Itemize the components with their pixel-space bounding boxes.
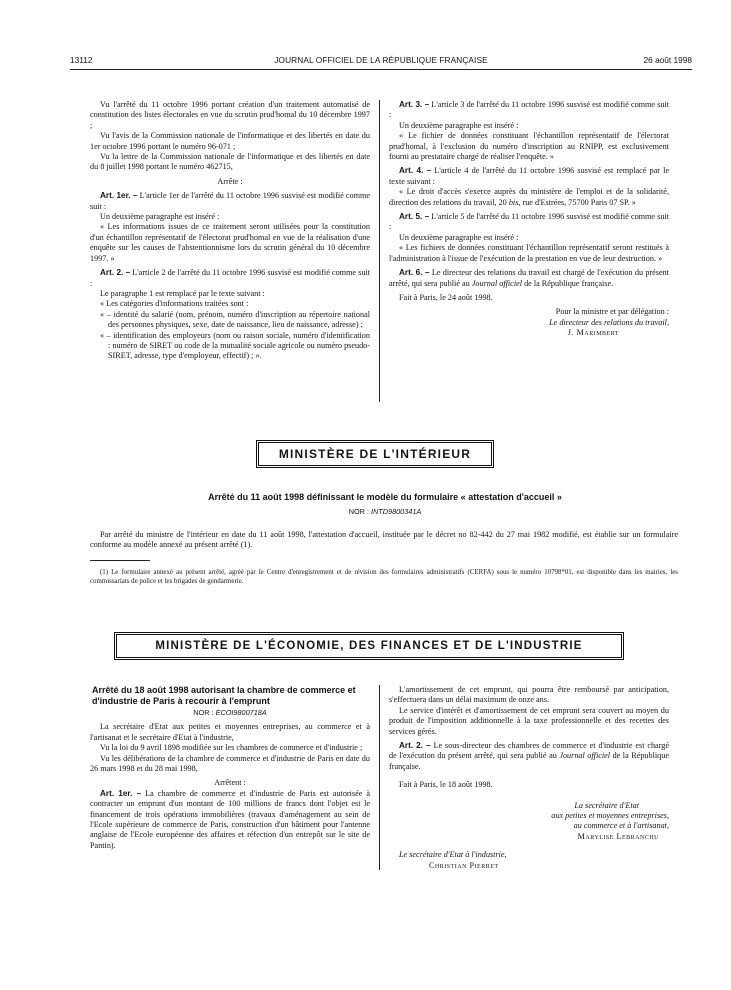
economie-sig-a1: La secrétaire d'Etat	[574, 800, 639, 810]
economie-sig-b1: Le secrétaire d'Etat à l'industrie,	[399, 850, 507, 860]
column-divider-top	[379, 100, 380, 402]
interieur-footnote-text: (1) Le formulaire annexé au présent arrêté, agréé par le Centre d'enregistrement et de révision des formulaires administratifs (CERFA) sous le numéro 10798*01, est disponible dans les mairies, les commissariats de police et les brigades de gendarmerie.	[90, 569, 678, 585]
article-3	[389, 100, 669, 121]
article-1-para-2: Un deuxième paragraphe est inséré :	[100, 212, 220, 222]
interieur-footnote	[90, 568, 678, 586]
article-2-para-2: Le paragraphe 1 est remplacé par le texte suivant :	[100, 288, 265, 298]
economie-left-column	[90, 685, 370, 851]
article-4-text: L'article 4 de l'arrêté du 11 octobre 1996 susvisé est remplacé par le texte suivant :	[389, 166, 669, 186]
column-divider-bottom	[379, 685, 380, 870]
economie-sig-a2: aux petites et moyennes entreprises,	[551, 811, 669, 821]
page-header	[70, 55, 692, 69]
economie-article-2-text-c: de la République française.	[389, 751, 669, 771]
economie-nor	[90, 708, 370, 718]
economie-article-2-text-a: Le sous-directeur des chambres de commerce et d'industrie est chargé de l'exécution du présent arrêté, qui sera publié au	[389, 741, 669, 761]
article-5-label: Art. 5. –	[399, 212, 430, 222]
article-1	[90, 191, 370, 212]
economie-nor-code: ECOI9800718A	[215, 708, 267, 717]
article-1-para-3: « Les informations issues de ce traitement seront utilisées pour la constitution d'un échantillon représentatif de l'électorat prud'homal en vue de la réalisation d'une enquête sur les causes de l'abstentionnisme lors du scrutin général du 10 décembre 1997. »	[90, 222, 370, 263]
article-3-label: Art. 3. –	[399, 100, 430, 109]
economie-article-1	[90, 789, 370, 851]
article-2-label: Art. 2. –	[100, 268, 131, 278]
economie-title: Arrêté du 18 août 1998 autorisant la chambre de commerce et d'industrie de Paris à recourir à l'emprunt	[92, 685, 356, 706]
article-2	[90, 268, 370, 289]
article-4-para-2c: , rue d'Estrées, 75700 Paris 07 SP. »	[518, 197, 636, 207]
article-6-text-a: Le directeur des relations du travail est chargé de l'exécution du présent arrêté, qui sera publié au	[389, 268, 669, 288]
visa-3: Vu la lettre de la Commission nationale de l'informatique et des libertés en date du 8 juillet 1998 portant le numéro 462715,	[90, 152, 370, 172]
article-6-text-b: Journal officiel	[471, 278, 523, 288]
article-4-para-2	[389, 187, 669, 208]
ministry-box-interieur: MINISTÈRE DE L'INTÉRIEUR	[256, 440, 494, 468]
article-2-para-3: « Les catégories d'informations traitées sont :	[100, 299, 249, 309]
economie-para-1: La secrétaire d'Etat aux petites et moyennes entreprises, au commerce et à l'artisanat et le secrétaire d'Etat à l'industrie,	[90, 722, 370, 742]
article-3-para-2: Un deuxième paragraphe est inséré :	[399, 120, 519, 130]
article-6-text-c: de la République française.	[522, 278, 614, 288]
economie-arretent: Arrêtent :	[214, 778, 246, 788]
economie-sig-b2: Christian Pierret	[429, 860, 499, 870]
article-5-text: L'article 5 de l'arrêté du 11 octobre 1996 susvisé est modifié comme suit :	[389, 212, 669, 232]
article-2-item-1: « – identité du salarié (nom, prénom, numéro d'inscription au répertoire national des personnes physiques, sexe, date de naissance, lieu de naissance, adresse) ;	[100, 309, 370, 330]
interieur-title: Arrêté du 11 août 1998 définissant le modèle du formulaire « attestation d'accueil »	[208, 492, 562, 502]
header-rule	[70, 69, 692, 70]
interieur-nor	[90, 507, 680, 516]
issue-date: 26 août 1998	[643, 55, 692, 65]
economie-article-2	[389, 741, 669, 772]
article-4-label: Art. 4. –	[399, 166, 432, 176]
visa-1: Vu l'arrêté du 11 octobre 1996 portant création d'un traitement automatisé de constitution des listes électorales en vue du scrutin prud'homal du 10 décembre 1997 ;	[90, 100, 370, 130]
economie-right-para-1: L'amortissement de cet emprunt, qui pourra être remboursé par anticipation, s'effectuera dans un délai maximum de onze ans.	[389, 685, 669, 705]
page-number: 13112	[70, 55, 93, 65]
arrete-heading: Arrête :	[217, 176, 243, 186]
article-6-label: Art. 6. –	[399, 268, 430, 278]
ministry-box-economie: MINISTÈRE DE L'ÉCONOMIE, DES FINANCES ET DE L'INDUSTRIE	[114, 632, 624, 660]
article-5-para-3: « Les fichiers de données constituant l'échantillon représentatif seront restitués à l'administration à l'issue de l'exécution de la prestation en vue de leur destruction. »	[389, 243, 669, 263]
interieur-nor-label: NOR :	[348, 507, 371, 516]
economie-sig-a4: Marylise Lebranchu	[577, 831, 659, 841]
economie-article-2-text-b: Journal officiel	[559, 751, 611, 761]
article-3-text: L'article 3 de l'arrêté du 11 octobre 1996 susvisé est modifié comme suit :	[389, 100, 669, 120]
article-4-para-2a: « Le droit d'accès s'exerce auprès du ministère de l'emploi et de la solidarité, direction des relations du travail, 20	[389, 187, 669, 207]
article-4-para-2b: bis	[508, 197, 519, 207]
interieur-body	[90, 530, 678, 551]
article-1-label: Art. 1er. –	[100, 191, 138, 201]
economie-nor-label: NOR :	[193, 708, 216, 717]
article-5-para-2: Un deuxième paragraphe est inséré :	[399, 232, 519, 242]
article-5	[389, 212, 669, 233]
economie-article-2-label: Art. 2. –	[399, 741, 431, 751]
economie-article-1-text: La chambre de commerce et d'industrie de Paris est autorisée à contracter un emprunt d'un montant de 100 millions de francs dont l'objet est le financement de trois opérations immobilières (travaux d'aménagement au sein de l'Ecole supérieure de commerce de Paris, construction d'un bâtiment pour l'antenne anglaise de l'Ecole européenne des affaires et réfection d'un entrepôt sur le site de Pantin).	[90, 788, 370, 850]
economie-para-2: Vu la loi du 9 avril 1898 modifiée sur les chambres de commerce et d'industrie ;	[100, 743, 363, 753]
signature-line-1: Pour la ministre et par délégation :	[555, 307, 669, 317]
signature-name: J. Marimbert	[567, 328, 619, 338]
top-right-column	[389, 100, 669, 339]
interieur-nor-code: INTD9800341A	[370, 507, 422, 516]
economie-para-3: Vu les délibérations de la chambre de commerce et d'industrie de Paris en date du 26 mars 1998 et du 28 mai 1998,	[90, 753, 370, 774]
article-1-text: L'article 1er de l'arrêté du 11 octobre 1996 susvisé est modifié comme suit :	[90, 191, 370, 211]
economie-sig-a3: au commerce et à l'artisanat,	[573, 821, 669, 831]
interieur-body-text: Par arrêté du ministre de l'intérieur en date du 11 août 1998, l'attestation d'accueil, instituée par le décret no 82-442 du 27 mai 1982 modifié, est établie sur un formulaire conforme au modèle annexé au présent arrêté (1).	[90, 530, 678, 550]
journal-title: JOURNAL OFFICIEL DE LA RÉPUBLIQUE FRANÇAISE	[274, 55, 488, 65]
article-4	[389, 166, 669, 187]
economie-right-para-2: Le service d'intérêt et d'amortissement de cet emprunt sera couvert au moyen du produit de l'imposition additionnelle à la taxe professionnelle et des recettes des services gérés.	[389, 705, 669, 736]
economie-done-at: Fait à Paris, le 18 août 1998.	[399, 780, 493, 790]
article-6	[389, 268, 669, 289]
visa-2: Vu l'avis de la Commission nationale de l'informatique et des libertés en date du 1er octobre 1996 portant le numéro 96-071 ;	[90, 131, 370, 151]
signature-line-2: Le directeur des relations du travail,	[549, 317, 669, 327]
footnote-rule	[90, 560, 150, 561]
done-at: Fait à Paris, le 24 août 1998.	[399, 292, 493, 302]
top-left-column	[90, 100, 370, 362]
economie-right-column	[389, 685, 669, 871]
article-2-item-2: « – identification des employeurs (nom ou raison sociale, numéro d'identification : numéro de SIRET ou code de la mutualité sociale agricole ou numéro pseudo-SIRET, adresse, type d'employeur, effectif) ; ».	[100, 330, 370, 361]
economie-article-1-label: Art. 1er. –	[100, 788, 142, 798]
article-3-para-3: « Le fichier de données constituant l'échantillon représentatif de l'électorat prud'homal, à l'exclusion du numéro d'inscription au RNIPP, est exclusivement fourni au prestataire chargé de réaliser l'enquête. »	[389, 131, 669, 162]
article-2-text: L'article 2 de l'arrêté du 11 octobre 1996 susvisé est modifié comme suit :	[90, 268, 370, 288]
